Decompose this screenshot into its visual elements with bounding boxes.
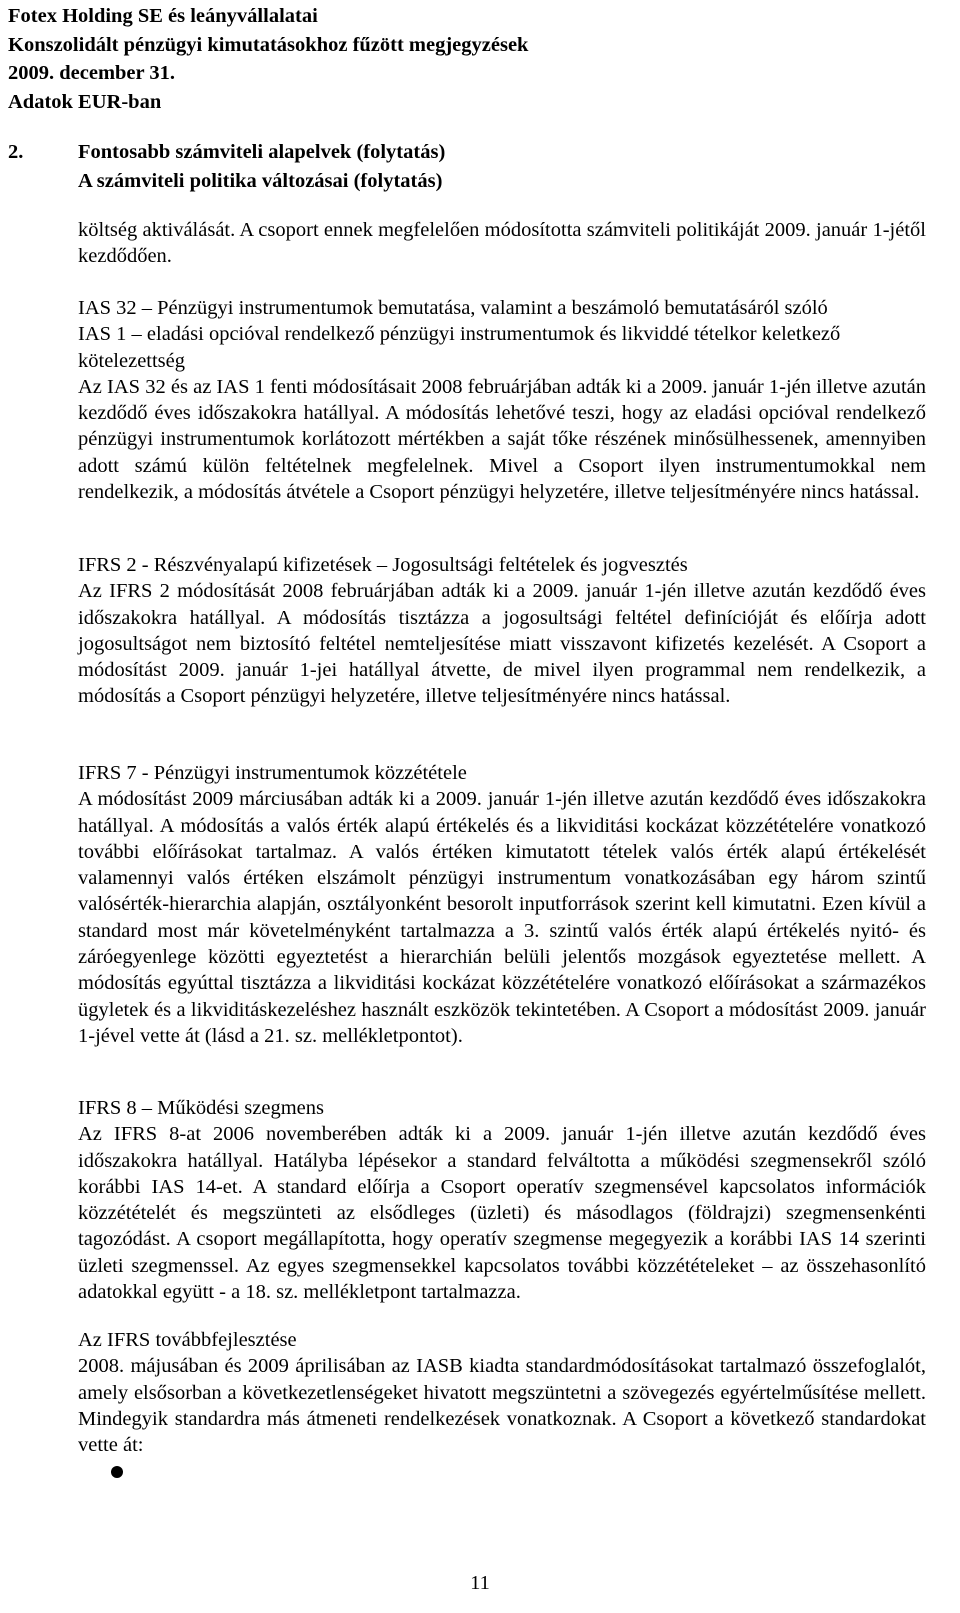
- report-date: 2009. december 31.: [8, 62, 176, 84]
- section-subtitle: A számviteli politika változásai (folytatás): [78, 169, 443, 192]
- ifrs2-heading: IFRS 2 - Részvényalapú kifizetések – Jogosultsági feltételek és jogvesztés: [78, 554, 688, 576]
- page-number: 11: [470, 1572, 490, 1594]
- ifrs8-text: Az IFRS 8-at 2006 novemberében adták ki a 2009. január 1-jén illetve azután kezdődő éves időszakokra hatállyal. Hatályba lépésekor a standard felváltotta a működési szegmensekről szóló korábbi IAS 14-et. A standard előírja a Csoport operatív szegmensével kapcsolatos információk közzétételét és megszünteti az elsődleges (üzleti) és másodlagos (földrajzi) szegmensenkénti tagozódást. A csoport megállapította, hogy operatív szegmense megegyezik a korábbi IAS 14 szerinti üzleti szegmenssel. Az egyes szegmensekkel kapcsolatos további közzétételeket – az összehasonlító adatokkal együtt - a 18. sz. mellékletpont tartalmazza.: [78, 1123, 926, 1304]
- improvements-heading: Az IFRS továbbfejlesztése: [78, 1329, 297, 1351]
- ias32-heading-line3: kötelezettség: [78, 349, 186, 372]
- ifrs8-heading: IFRS 8 – Működési szegmens: [78, 1097, 324, 1119]
- ifrs7-heading: IFRS 7 - Pénzügyi instrumentumok közzététele: [78, 762, 467, 784]
- ias32-heading-line1: IAS 32 – Pénzügyi instrumentumok bemutatása, valamint a beszámoló bemutatásáról szóló: [78, 297, 828, 319]
- improvements-text: 2008. májusában és 2009 áprilisában az IASB kiadta standardmódosításokat tartalmazó összefoglalót, amely elsősorban a következetlenségeket hivatott megszüntetni a szövegezés egyértelműsítése mellett. Mindegyik standardra más átmeneti rendelkezések vonatkoznak. A Csoport a következő standardokat vette át:: [78, 1355, 926, 1457]
- report-subtitle: Konszolidált pénzügyi kimutatásokhoz fűzött megjegyzések: [8, 33, 529, 56]
- bullet-icon: [111, 1466, 123, 1478]
- section-number: 2.: [8, 141, 24, 163]
- section-heading: [8, 138, 446, 195]
- section-title: Fontosabb számviteli alapelvek (folytatás): [78, 141, 446, 163]
- document-header: [8, 2, 528, 116]
- ias32-section: [78, 295, 926, 505]
- currency-note: Adatok EUR-ban: [8, 90, 162, 113]
- ifrs7-text: A módosítást 2009 márciusában adták ki a 2009. január 1-jén illetve azután kezdődő éves időszakokra hatállyal. A módosítás a valós érték alapú értékelés és a likviditási kockázat közzétételére vonatkozó további előírásokat tartalmaz. A valós értéken kimutatott tételek valós érték alapú értékelését valamennyi valós értéken elszámolt pénzügyi instrumentum vonatkozásában egy három szintű valósérték-hierarchia alapján, osztályonként besorolt inputforrások szerint kell kimutatni. Ezen kívül a standard most már követelményként tartalmazza a 3. szintű valós érték alapú értékelés nyitó- és záróegyenlege közötti egyeztetést a hierarchián belüli jelentős mozgások egyeztetése mellett. A módosítás egyúttal tisztázza a likviditási kockázat közzétételére vonatkozó előírásokat a származékos ügyletek és a likviditáskezeléshez használt eszközök tekintetében. A Csoport a módosítást 2009. január 1-jével vette át (lásd a 21. sz. mellékletpontot).: [78, 788, 926, 1047]
- ifrs-improvements-section: [78, 1327, 926, 1458]
- company-name: Fotex Holding SE és leányvállalatai: [8, 5, 318, 27]
- ifrs2-section: [78, 552, 926, 710]
- intro-paragraph: költség aktiválását. A csoport ennek megfelelően módosította számviteli politikáját 2009. január 1-jétől kezdődően.: [78, 219, 926, 268]
- ifrs2-text: Az IFRS 2 módosítását 2008 februárjában adták ki a 2009. január 1-jén illetve azután kezdődő éves időszakokra hatállyal. A módosítás tisztázza a jogosultsági feltétel definícióját és előírja adott jogosultságot nem biztosító feltétel nemteljesítése miatt visszavont kifizetés kezelését. A Csoport a módosítást 2009. január 1-jei hatállyal átvette, de mivel ilyen programmal nem rendelkezik, a módosítás a Csoport pénzügyi helyzetére, illetve teljesítményére nincs hatással.: [78, 580, 926, 708]
- ifrs8-section: [78, 1095, 926, 1305]
- ias32-heading-line2: IAS 1 – eladási opcióval rendelkező pénzügyi instrumentumok és likviddé tételkor keletkező: [78, 323, 841, 346]
- ifrs7-section: [78, 760, 926, 1049]
- ias32-text: Az IAS 32 és az IAS 1 fenti módosításait 2008 februárjában adták ki a 2009. január 1-jén illetve azután kezdődő éves időszakokra hatállyal. A módosítás lehetővé teszi, hogy az eladási opcióval rendelkező pénzügyi instrumentumok korlátozott mértékben a saját tőke részének minősülhessenek, amennyiben adott számú külön feltételnek megfelelnek. Mivel a Csoport ilyen instrumentumokkal nem rendelkezik, a módosítás átvétele a Csoport pénzügyi helyzetére, illetve teljesítményére nincs hatással.: [78, 375, 926, 504]
